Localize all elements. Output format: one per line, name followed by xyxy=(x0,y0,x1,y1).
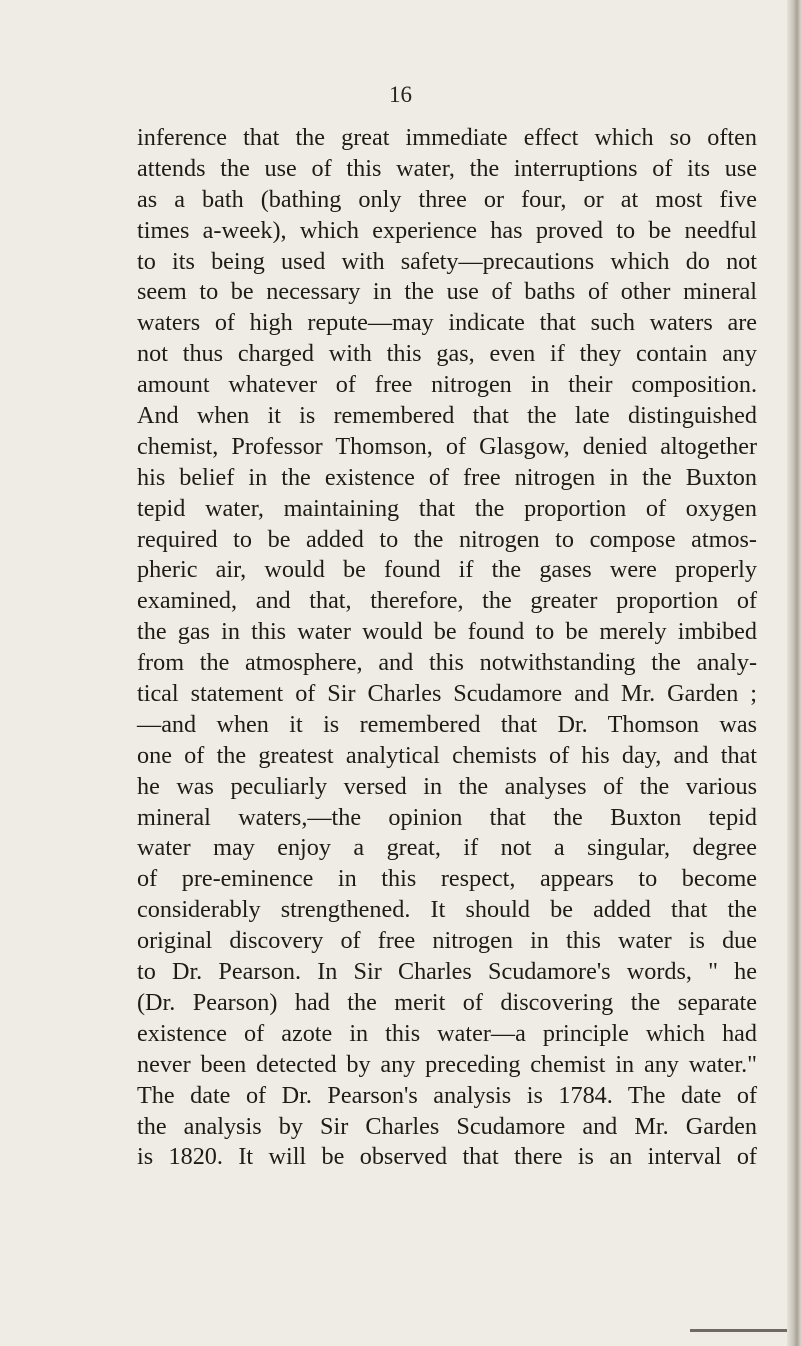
text-line: existence of azote in this water—a principle which had xyxy=(137,1019,757,1047)
text-line: pheric air, would be found if the gases were properly xyxy=(137,556,757,584)
text-line: not thus charged with this gas, even if they contain any xyxy=(137,340,757,368)
text-line: attends the use of this water, the interruptions of its use xyxy=(137,154,757,182)
text-line: to its being used with safety—precautions which do not xyxy=(137,247,757,275)
text-line: the analysis by Sir Charles Scudamore and Mr. Garden xyxy=(137,1112,757,1140)
text-line: And when it is remembered that the late distinguished xyxy=(137,402,757,430)
text-line: the gas in this water would be found to be merely imbibed xyxy=(137,618,757,646)
text-line: amount whatever of free nitrogen in their composition. xyxy=(137,371,757,399)
text-line: seem to be necessary in the use of baths of other mineral xyxy=(137,278,757,306)
text-line: inference that the great immediate effect which so often xyxy=(137,124,757,151)
text-line: tical statement of Sir Charles Scudamore and Mr. Garden ; xyxy=(137,680,757,708)
page-number: 16 xyxy=(389,82,412,107)
text-line: required to be added to the nitrogen to compose atmos- xyxy=(137,525,757,553)
text-line: chemist, Professor Thomson, of Glasgow, denied altogether xyxy=(137,432,757,460)
text-line: The date of Dr. Pearson's analysis is 1784. The date of xyxy=(137,1081,757,1109)
text-line: considerably strengthened. It should be added that the xyxy=(137,896,757,924)
text-line: examined, and that, therefore, the greater proportion of xyxy=(137,587,757,615)
text-line: original discovery of free nitrogen in this water is due xyxy=(137,927,757,955)
body-text xyxy=(137,123,757,1173)
text-line: of pre-eminence in this respect, appears to become xyxy=(137,865,757,893)
text-line: to Dr. Pearson. In Sir Charles Scudamore's words, " he xyxy=(137,958,757,986)
text-line: one of the greatest analytical chemists of his day, and that xyxy=(137,741,757,769)
text-line: he was peculiarly versed in the analyses of the various xyxy=(137,772,757,800)
text-line: (Dr. Pearson) had the merit of discovering the separate xyxy=(137,988,757,1016)
text-line: never been detected by any preceding chemist in any water." xyxy=(137,1050,757,1078)
text-line: from the atmosphere, and this notwithstanding the analy- xyxy=(137,649,757,677)
text-line: his belief in the existence of free nitrogen in the Buxton xyxy=(137,463,757,491)
page-edge-shadow xyxy=(787,0,801,1346)
text-line: tepid water, maintaining that the proportion of oxygen xyxy=(137,494,757,522)
text-line: mineral waters,—the opinion that the Buxton tepid xyxy=(137,803,757,831)
text-line: as a bath (bathing only three or four, or at most five xyxy=(137,185,757,213)
page-bottom-edge xyxy=(690,1329,787,1332)
text-line: is 1820. It will be observed that there is an interval of xyxy=(137,1143,757,1171)
text-line: —and when it is remembered that Dr. Thomson was xyxy=(137,710,757,738)
text-line: water may enjoy a great, if not a singular, degree xyxy=(137,834,757,862)
text-line: waters of high repute—may indicate that such waters are xyxy=(137,309,757,337)
text-line: times a-week), which experience has proved to be needful xyxy=(137,216,757,244)
